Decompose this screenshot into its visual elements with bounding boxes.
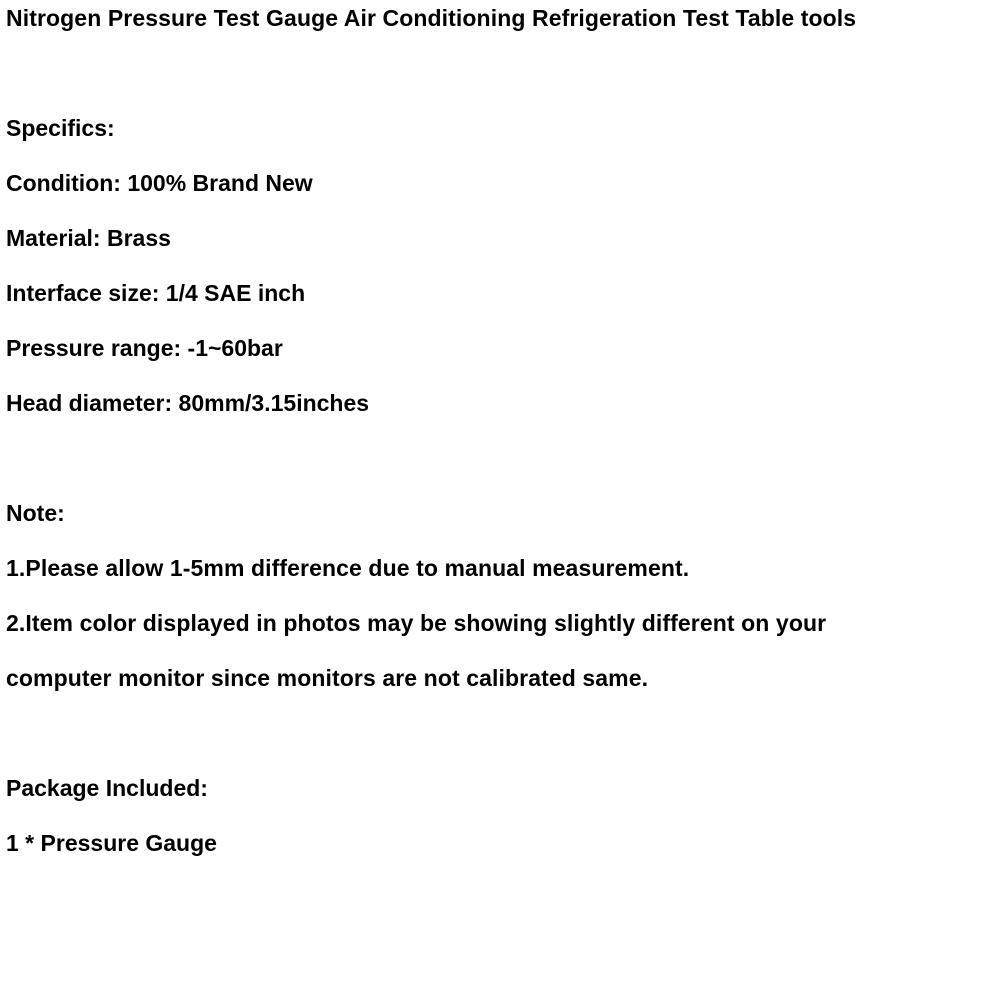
- spec-head-diameter: Head diameter: 80mm/3.15inches: [6, 390, 370, 416]
- spec-material: Material: Brass: [6, 225, 171, 251]
- note-line-2: 2.Item color displayed in photos may be showing slightly different on your: [6, 610, 827, 636]
- note-heading: Note:: [6, 500, 65, 526]
- package-heading: Package Included:: [6, 775, 208, 801]
- spec-pressure-range: Pressure range: -1~60bar: [6, 335, 283, 361]
- note-line-3: computer monitor since monitors are not calibrated same.: [6, 665, 649, 691]
- specifics-heading: Specifics:: [6, 115, 115, 141]
- spec-interface-size: Interface size: 1/4 SAE inch: [6, 280, 306, 306]
- spec-condition: Condition: 100% Brand New: [6, 170, 313, 196]
- package-item: 1 * Pressure Gauge: [6, 830, 217, 856]
- note-line-1: 1.Please allow 1-5mm difference due to manual measurement.: [6, 555, 690, 581]
- product-title: Nitrogen Pressure Test Gauge Air Conditioning Refrigeration Test Table tools: [6, 5, 857, 31]
